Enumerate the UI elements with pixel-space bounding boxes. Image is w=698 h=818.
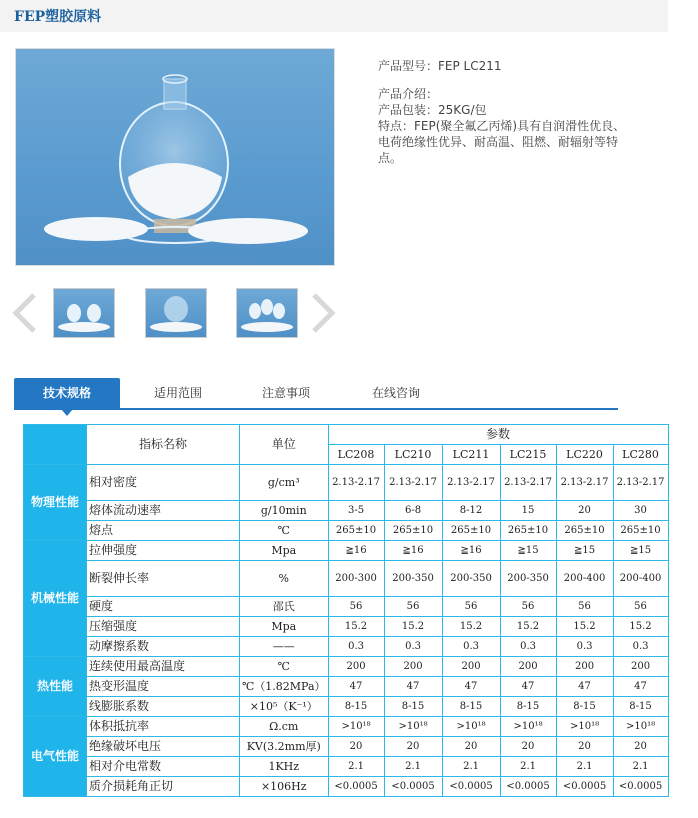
spec-value: 15.2 (613, 617, 668, 637)
gallery-thumb-1[interactable] (53, 288, 115, 338)
spec-value: 8-15 (442, 697, 500, 717)
spec-value: <0.0005 (613, 777, 668, 797)
spec-table (23, 424, 669, 797)
product-feature-1: 特点：FEP(聚全氟乙丙烯)具有自润滑性优良、 (378, 119, 626, 133)
spec-value: 265±10 (613, 521, 668, 541)
spec-value: 200 (556, 657, 613, 677)
spec-name: 绝缘破坏电压 (87, 737, 240, 757)
spec-value: 0.3 (384, 637, 442, 657)
thumb-image (237, 289, 297, 337)
spec-value: 0.3 (328, 637, 384, 657)
spec-value: ≧15 (500, 541, 556, 561)
header-unit: 单位 (240, 425, 329, 465)
spec-unit: ×10⁵（K⁻¹） (240, 697, 329, 717)
spec-unit: 邵氏 (240, 597, 329, 617)
table-corner (24, 425, 87, 465)
spec-value: 0.3 (442, 637, 500, 657)
spec-value: 56 (328, 597, 384, 617)
spec-name: 相对密度 (87, 465, 240, 501)
grade-header: LC280 (613, 445, 668, 465)
gallery-next-button[interactable] (310, 293, 336, 333)
spec-name: 压缩强度 (87, 617, 240, 637)
spec-value: 20 (384, 737, 442, 757)
spec-unit: ×106Hz (240, 777, 329, 797)
spec-value: 200-300 (328, 561, 384, 597)
spec-value: 20 (500, 737, 556, 757)
spec-unit: Ω.cm (240, 717, 329, 737)
spec-unit: Mpa (240, 541, 329, 561)
spec-unit: ℃ (240, 657, 329, 677)
spec-unit: ℃（1.82MPa） (240, 677, 329, 697)
spec-value: 0.3 (556, 637, 613, 657)
spec-value: <0.0005 (500, 777, 556, 797)
category-label: 热性能 (24, 657, 87, 717)
spec-value: 8-15 (613, 697, 668, 717)
spec-value: 15.2 (442, 617, 500, 637)
spec-value: <0.0005 (556, 777, 613, 797)
spec-value: 200 (613, 657, 668, 677)
spec-value: 20 (556, 501, 613, 521)
spec-value: 200 (384, 657, 442, 677)
spec-value: 265±10 (556, 521, 613, 541)
spec-value: 200-350 (500, 561, 556, 597)
spec-name: 熔点 (87, 521, 240, 541)
spec-unit: KV(3.2mm厚) (240, 737, 329, 757)
spec-value: 47 (328, 677, 384, 697)
spec-value: >10¹⁸ (384, 717, 442, 737)
thumb-image (54, 289, 114, 337)
spec-unit: g/10min (240, 501, 329, 521)
spec-value: 47 (500, 677, 556, 697)
spec-value: 200 (500, 657, 556, 677)
tab-consult[interactable]: 在线咨询 (371, 386, 420, 400)
spec-value: 200 (328, 657, 384, 677)
spec-value: 2.13-2.17 (442, 465, 500, 501)
spec-value: 6-8 (384, 501, 442, 521)
tab-notes[interactable]: 注意事项 (261, 386, 310, 400)
spec-value: 15 (500, 501, 556, 521)
spec-value: 8-15 (328, 697, 384, 717)
spec-value: 47 (384, 677, 442, 697)
spec-value: 8-15 (384, 697, 442, 717)
header-params: 参数 (328, 425, 668, 445)
tab-bar (14, 378, 618, 410)
grade-header: LC211 (442, 445, 500, 465)
spec-value: 56 (384, 597, 442, 617)
gallery-thumb-2[interactable] (145, 288, 207, 338)
spec-unit: Mpa (240, 617, 329, 637)
spec-value: 20 (442, 737, 500, 757)
grade-header: LC220 (556, 445, 613, 465)
spec-value: 56 (442, 597, 500, 617)
thumb-image (146, 289, 206, 337)
chevron-right-icon (310, 293, 336, 333)
category-label: 电气性能 (24, 717, 87, 797)
spec-value: ≧15 (556, 541, 613, 561)
category-label: 机械性能 (24, 541, 87, 657)
spec-value: 47 (556, 677, 613, 697)
product-feature-2: 电荷绝缘性优异、耐高温、阻燃、耐辐射等特 (378, 135, 619, 149)
spec-value: ≧15 (613, 541, 668, 561)
spec-value: 56 (556, 597, 613, 617)
spec-value: 2.1 (442, 757, 500, 777)
spec-value: 200-350 (442, 561, 500, 597)
spec-value: ≧16 (384, 541, 442, 561)
product-intro-label: 产品介绍： (378, 87, 439, 101)
spec-value: <0.0005 (328, 777, 384, 797)
spec-value: <0.0005 (384, 777, 442, 797)
spec-name: 连续使用最高温度 (87, 657, 240, 677)
spec-value: 56 (500, 597, 556, 617)
spec-name: 体积抵抗率 (87, 717, 240, 737)
spec-value: <0.0005 (442, 777, 500, 797)
spec-value: 0.3 (613, 637, 668, 657)
grade-header: LC208 (328, 445, 384, 465)
spec-value: ≧16 (328, 541, 384, 561)
flask-with-pellets-image (16, 49, 334, 265)
spec-name: 热变形温度 (87, 677, 240, 697)
spec-value: >10¹⁸ (328, 717, 384, 737)
tab-tech-spec[interactable]: 技术规格 (14, 378, 120, 408)
spec-value: 20 (328, 737, 384, 757)
spec-value: 15.2 (556, 617, 613, 637)
product-package: 产品包装：25KG/包 (378, 103, 487, 117)
spec-value: 200-400 (556, 561, 613, 597)
spec-value: 200 (442, 657, 500, 677)
spec-unit: ℃ (240, 521, 329, 541)
spec-value: 47 (613, 677, 668, 697)
grade-header: LC210 (384, 445, 442, 465)
spec-name: 动摩擦系数 (87, 637, 240, 657)
spec-value: 8-15 (500, 697, 556, 717)
product-info (378, 58, 625, 166)
category-label: 物理性能 (24, 465, 87, 541)
grade-header: LC215 (500, 445, 556, 465)
spec-value: 2.1 (328, 757, 384, 777)
page-header (0, 0, 668, 32)
spec-value: 20 (613, 737, 668, 757)
gallery-thumb-3[interactable] (236, 288, 298, 338)
chevron-left-icon (12, 293, 38, 333)
spec-value: 265±10 (384, 521, 442, 541)
spec-unit: —— (240, 637, 329, 657)
spec-value: 15.2 (500, 617, 556, 637)
page-title: FEP塑胶原料 (14, 9, 102, 25)
spec-unit: g/cm³ (240, 465, 329, 501)
spec-value: 8-12 (442, 501, 500, 521)
spec-name: 硬度 (87, 597, 240, 617)
product-model: 产品型号：FEP LC211 (378, 59, 502, 73)
spec-value: 200-350 (384, 561, 442, 597)
spec-value: 56 (613, 597, 668, 617)
product-feature-3: 点。 (378, 151, 403, 165)
spec-value: 200-400 (613, 561, 668, 597)
spec-value: 2.13-2.17 (384, 465, 442, 501)
spec-value: >10¹⁸ (500, 717, 556, 737)
spec-name: 质介损耗角正切 (87, 777, 240, 797)
spec-value: >10¹⁸ (556, 717, 613, 737)
spec-value: 0.3 (500, 637, 556, 657)
gallery-prev-button[interactable] (12, 293, 38, 333)
spec-value: 265±10 (442, 521, 500, 541)
spec-value: 8-15 (556, 697, 613, 717)
spec-unit: % (240, 561, 329, 597)
spec-unit: 1KHz (240, 757, 329, 777)
spec-value: 3-5 (328, 501, 384, 521)
spec-value: 15.2 (328, 617, 384, 637)
spec-value: 2.13-2.17 (328, 465, 384, 501)
spec-value: 265±10 (500, 521, 556, 541)
header-name: 指标名称 (87, 425, 240, 465)
spec-value: ≧16 (442, 541, 500, 561)
spec-value: >10¹⁸ (613, 717, 668, 737)
spec-value: 265±10 (328, 521, 384, 541)
spec-value: 2.13-2.17 (500, 465, 556, 501)
spec-value: 2.13-2.17 (556, 465, 613, 501)
spec-value: 47 (442, 677, 500, 697)
spec-name: 线膨胀系数 (87, 697, 240, 717)
spec-name: 相对介电常数 (87, 757, 240, 777)
spec-name: 熔体流动速率 (87, 501, 240, 521)
spec-value: 2.1 (500, 757, 556, 777)
spec-name: 断裂伸长率 (87, 561, 240, 597)
tab-application[interactable]: 适用范围 (153, 386, 202, 400)
spec-value: 30 (613, 501, 668, 521)
spec-name: 拉伸强度 (87, 541, 240, 561)
product-main-image (15, 48, 335, 266)
spec-value: 2.13-2.17 (613, 465, 668, 501)
spec-value: 2.1 (613, 757, 668, 777)
spec-value: >10¹⁸ (442, 717, 500, 737)
spec-value: 20 (556, 737, 613, 757)
spec-value: 15.2 (384, 617, 442, 637)
spec-value: 2.1 (556, 757, 613, 777)
spec-value: 2.1 (384, 757, 442, 777)
